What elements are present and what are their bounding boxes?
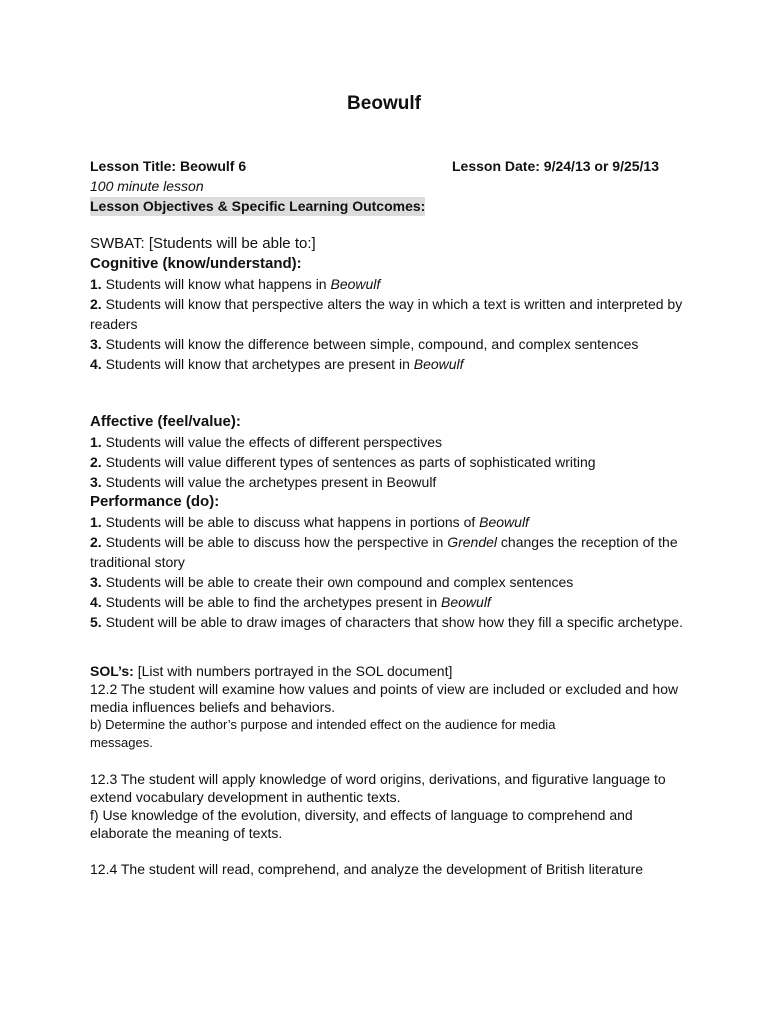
lesson-header	[90, 156, 690, 176]
performance-item-1: 1. Students will be able to discuss what happens in portions of Beowulf	[90, 514, 529, 530]
sol-heading: SOL’s: [List with numbers portrayed in the SOL document]	[90, 663, 453, 679]
sol-12-3: 12.3 The student will apply knowledge of word origins, derivations, and figurative language to extend vocabulary development in authentic texts.	[90, 771, 666, 805]
affective-heading: Affective (feel/value):	[90, 413, 241, 430]
swbat-line: SWBAT: [Students will be able to:]	[90, 235, 316, 252]
sol-section	[90, 662, 690, 878]
cognitive-item-1: 1. Students will know what happens in Beowulf	[90, 276, 381, 292]
affective-item-3: 3. Students will value the archetypes present in Beowulf	[90, 474, 437, 490]
sol-12-2-b: b) Determine the author’s purpose and intended effect on the audience for media messages.	[90, 717, 556, 750]
cognitive-heading: Cognitive (know/understand):	[90, 255, 302, 272]
affective-item-2: 2. Students will value different types of sentences as parts of sophisticated writing	[90, 454, 596, 470]
document-title: Beowulf	[347, 93, 421, 114]
document-body	[90, 156, 690, 878]
sol-12-3-f: f) Use knowledge of the evolution, diversity, and effects of language to comprehend and elaborate the meaning of texts.	[90, 807, 633, 841]
sol-12-4: 12.4 The student will read, comprehend, and analyze the development of British literature	[90, 861, 644, 877]
cognitive-item-4: 4. Students will know that archetypes are present in Beowulf	[90, 356, 464, 372]
performance-item-5: 5. Student will be able to draw images of characters that show how they fill a specific archetype.	[90, 614, 683, 630]
performance-heading: Performance (do):	[90, 493, 220, 510]
affective-item-1: 1. Students will value the effects of different perspectives	[90, 434, 443, 450]
objectives-heading: Lesson Objectives & Specific Learning Outcomes:	[90, 198, 426, 214]
performance-item-4: 4. Students will be able to find the archetypes present in Beowulf	[90, 594, 491, 610]
performance-item-2: 2. Students will be able to discuss how the perspective in Grendel changes the reception of the traditional story	[90, 534, 678, 570]
cognitive-item-3: 3. Students will know the difference between simple, compound, and complex sentences	[90, 336, 639, 352]
lesson-date: Lesson Date: 9/24/13 or 9/25/13	[452, 158, 659, 174]
cognitive-item-2: 2. Students will know that perspective alters the way in which a text is written and interpreted by readers	[90, 296, 683, 332]
lesson-duration: 100 minute lesson	[90, 178, 204, 194]
sol-12-2: 12.2 The student will examine how values and points of view are included or excluded and how media influences beliefs and behaviors.	[90, 681, 679, 715]
lesson-title: Lesson Title: Beowulf 6	[90, 158, 247, 174]
performance-item-3: 3. Students will be able to create their own compound and complex sentences	[90, 574, 574, 590]
